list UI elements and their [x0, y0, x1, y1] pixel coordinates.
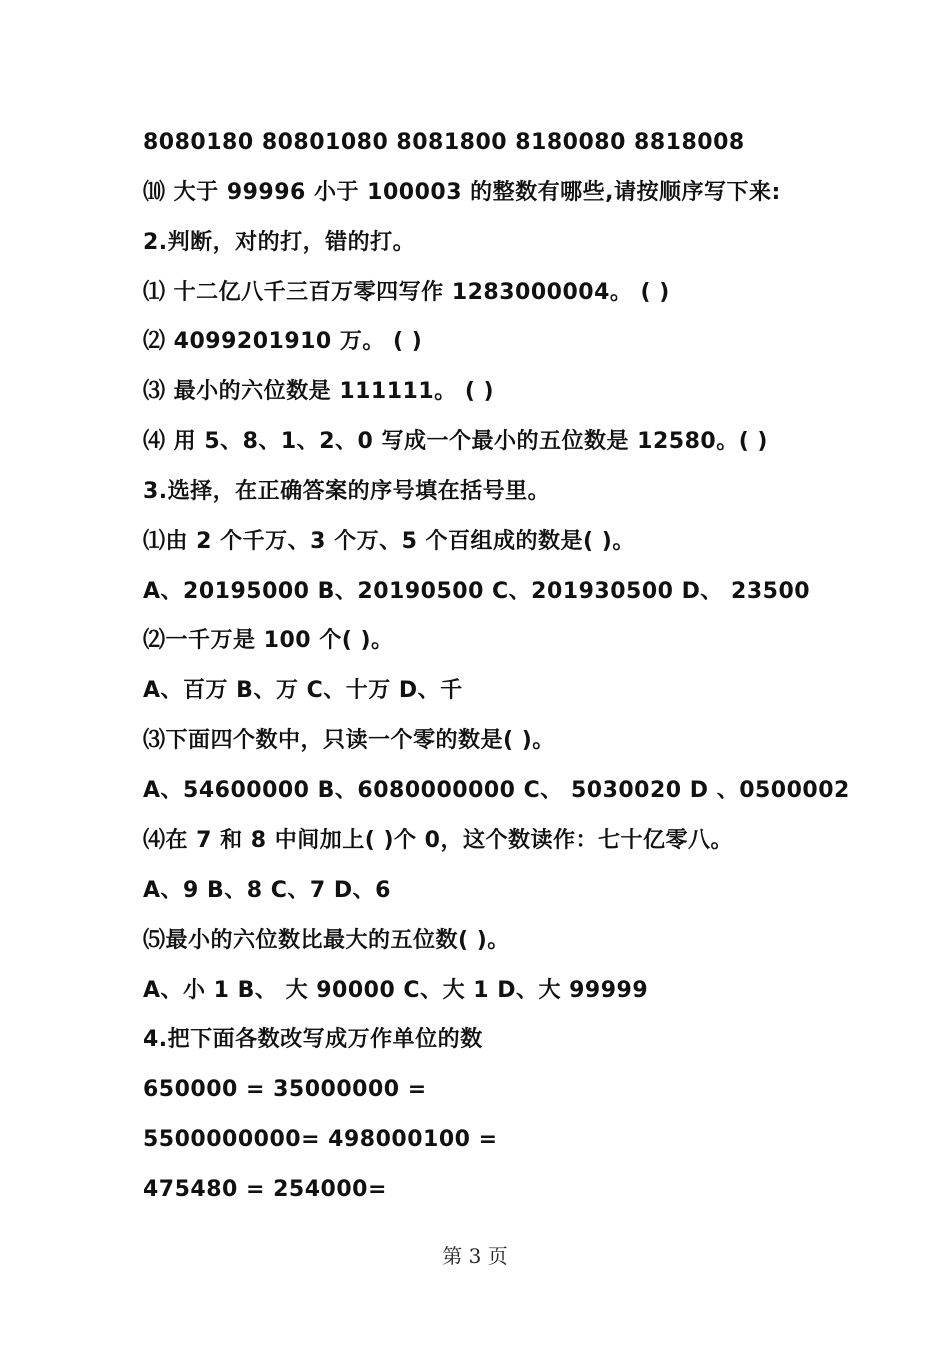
text-line-1: 8080180 80801080 8081800 8180080 8818008	[143, 130, 745, 155]
rewrite-row-2: 5500000000= 498000100 =	[143, 1127, 498, 1152]
choice-options-4: A、9 B、8 C、7 D、6	[143, 878, 391, 903]
rewrite-row-1: 650000 = 35000000 =	[143, 1077, 427, 1102]
choice-options-3: A、54600000 B、6080000000 C、 5030020 D 、0500002	[143, 778, 850, 803]
choice-question-4: ⑷在 7 和 8 中间加上( )个 0，这个数读作：七十亿零八。	[143, 828, 733, 853]
judge-item-4: ⑷ 用 5、8、1、2、0 写成一个最小的五位数是 12580。( )	[143, 429, 768, 454]
choice-question-5: ⑸最小的六位数比最大的五位数( )。	[143, 928, 510, 953]
question-10: ⑽ 大于 99996 小于 100003 的整数有哪些,请按顺序写下来:	[143, 180, 781, 205]
judge-item-2: ⑵ 4099201910 万。 ( )	[143, 329, 423, 354]
choice-question-2: ⑵一千万是 100 个( )。	[143, 628, 394, 653]
choice-options-1: A、20195000 B、20190500 C、201930500 D、 23500	[143, 579, 811, 604]
section-4-heading: 4.把下面各数改写成万作单位的数	[143, 1027, 483, 1052]
choice-question-1: ⑴由 2 个千万、3 个万、5 个百组成的数是( )。	[143, 529, 635, 554]
section-3-heading: 3.选择，在正确答案的序号填在括号里。	[143, 479, 551, 504]
choice-question-3: ⑶下面四个数中，只读一个零的数是( )。	[143, 728, 555, 753]
page-number: 第 3 页	[442, 1244, 508, 1268]
section-2-heading: 2.判断，对的打，错的打。	[143, 230, 416, 255]
choice-options-5: A、小 1 B、 大 90000 C、大 1 D、大 99999	[143, 978, 649, 1003]
choice-options-2: A、百万 B、万 C、十万 D、千	[143, 678, 463, 703]
rewrite-row-3: 475480 = 254000=	[143, 1177, 387, 1202]
judge-item-3: ⑶ 最小的六位数是 111111。 ( )	[143, 379, 495, 404]
judge-item-1: ⑴ 十二亿八千三百万零四写作 1283000004。 ( )	[143, 280, 670, 305]
